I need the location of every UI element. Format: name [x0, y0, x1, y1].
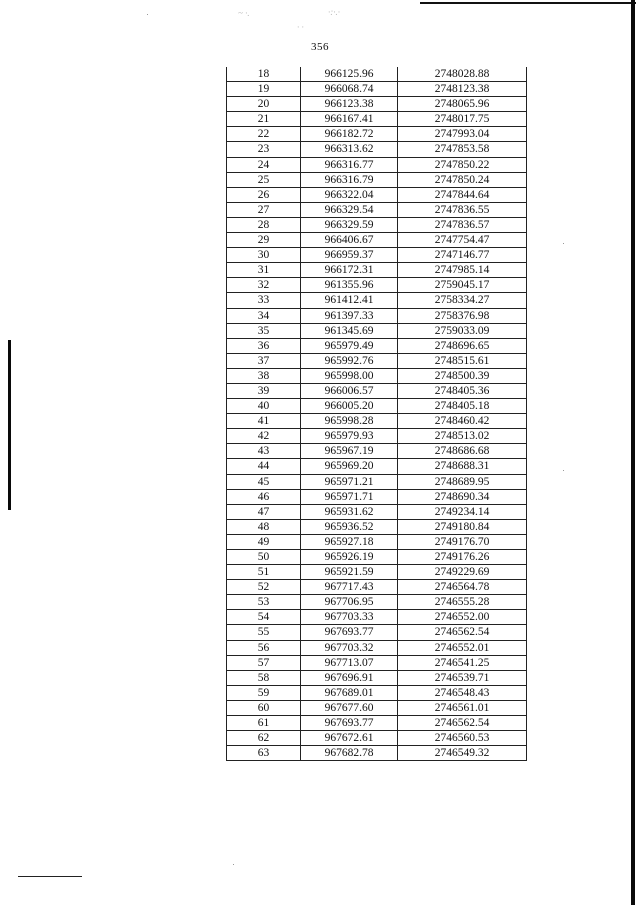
table-row [227, 670, 527, 685]
x-coordinate-cell: 965971.71 [301, 489, 398, 504]
y-coordinate-cell: 2747853.58 [398, 142, 527, 157]
y-coordinate-cell: 2749176.26 [398, 550, 527, 565]
point-number-cell: 22 [227, 127, 301, 142]
x-coordinate-cell: 967693.77 [301, 625, 398, 640]
y-coordinate-cell: 2749180.84 [398, 519, 527, 534]
y-coordinate-cell: 2759045.17 [398, 278, 527, 293]
x-coordinate-cell: 967682.78 [301, 746, 398, 761]
point-number-cell: 27 [227, 202, 301, 217]
x-coordinate-cell: 965927.18 [301, 534, 398, 549]
table-row [227, 97, 527, 112]
y-coordinate-cell: 2747754.47 [398, 233, 527, 248]
point-number-cell: 25 [227, 172, 301, 187]
x-coordinate-cell: 966172.31 [301, 263, 398, 278]
y-coordinate-cell: 2746564.78 [398, 580, 527, 595]
x-coordinate-cell: 966329.59 [301, 217, 398, 232]
table-row [227, 685, 527, 700]
point-number-cell: 51 [227, 565, 301, 580]
y-coordinate-cell: 2746548.43 [398, 685, 527, 700]
table-row [227, 414, 527, 429]
y-coordinate-cell: 2748689.95 [398, 474, 527, 489]
x-coordinate-cell: 961345.69 [301, 323, 398, 338]
y-coordinate-cell: 2746549.32 [398, 746, 527, 761]
table-row [227, 565, 527, 580]
y-coordinate-cell: 2746561.01 [398, 700, 527, 715]
y-coordinate-cell: 2747850.24 [398, 172, 527, 187]
point-number-cell: 32 [227, 278, 301, 293]
x-coordinate-cell: 967677.60 [301, 700, 398, 715]
table-row [227, 610, 527, 625]
x-coordinate-cell: 966125.96 [301, 67, 398, 82]
y-coordinate-cell: 2749234.14 [398, 504, 527, 519]
table-row [227, 368, 527, 383]
y-coordinate-cell: 2748513.02 [398, 429, 527, 444]
table-row [227, 308, 527, 323]
point-number-cell: 28 [227, 217, 301, 232]
y-coordinate-cell: 2749176.70 [398, 534, 527, 549]
y-coordinate-cell: 2748405.18 [398, 399, 527, 414]
table-row [227, 127, 527, 142]
x-coordinate-cell: 967689.01 [301, 685, 398, 700]
scan-speck [563, 243, 564, 244]
point-number-cell: 33 [227, 293, 301, 308]
point-number-cell: 58 [227, 670, 301, 685]
coordinates-table-body [227, 67, 527, 761]
point-number-cell: 37 [227, 353, 301, 368]
point-number-cell: 23 [227, 142, 301, 157]
point-number-cell: 34 [227, 308, 301, 323]
scan-smudge: · · [297, 22, 304, 32]
point-number-cell: 20 [227, 97, 301, 112]
point-number-cell: 30 [227, 248, 301, 263]
table-row [227, 248, 527, 263]
table-row [227, 429, 527, 444]
table-row [227, 746, 527, 761]
y-coordinate-cell: 2747844.64 [398, 187, 527, 202]
x-coordinate-cell: 965969.20 [301, 459, 398, 474]
x-coordinate-cell: 966329.54 [301, 202, 398, 217]
x-coordinate-cell: 961397.33 [301, 308, 398, 323]
table-row [227, 700, 527, 715]
point-number-cell: 40 [227, 399, 301, 414]
y-coordinate-cell: 2747985.14 [398, 263, 527, 278]
y-coordinate-cell: 2748696.65 [398, 338, 527, 353]
x-coordinate-cell: 966182.72 [301, 127, 398, 142]
point-number-cell: 53 [227, 595, 301, 610]
y-coordinate-cell: 2748460.42 [398, 414, 527, 429]
y-coordinate-cell: 2748515.61 [398, 353, 527, 368]
y-coordinate-cell: 2748500.39 [398, 368, 527, 383]
table-row [227, 157, 527, 172]
y-coordinate-cell: 2749229.69 [398, 565, 527, 580]
point-number-cell: 61 [227, 716, 301, 731]
point-number-cell: 46 [227, 489, 301, 504]
table-row [227, 383, 527, 398]
table-row [227, 519, 527, 534]
table-row [227, 263, 527, 278]
scan-smudge: ~ ·. [238, 8, 250, 18]
x-coordinate-cell: 966322.04 [301, 187, 398, 202]
y-coordinate-cell: 2748065.96 [398, 97, 527, 112]
table-row [227, 323, 527, 338]
top-scan-rule [420, 2, 636, 4]
x-coordinate-cell: 967706.95 [301, 595, 398, 610]
y-coordinate-cell: 2748405.36 [398, 383, 527, 398]
x-coordinate-cell: 965967.19 [301, 444, 398, 459]
y-coordinate-cell: 2747836.57 [398, 217, 527, 232]
x-coordinate-cell: 965971.21 [301, 474, 398, 489]
table-row [227, 534, 527, 549]
y-coordinate-cell: 2746562.54 [398, 716, 527, 731]
point-number-cell: 43 [227, 444, 301, 459]
point-number-cell: 62 [227, 731, 301, 746]
page-number: 356 [311, 41, 329, 53]
x-coordinate-cell: 965926.19 [301, 550, 398, 565]
table-row [227, 399, 527, 414]
point-number-cell: 18 [227, 67, 301, 82]
x-coordinate-cell: 966068.74 [301, 82, 398, 97]
point-number-cell: 59 [227, 685, 301, 700]
point-number-cell: 54 [227, 610, 301, 625]
y-coordinate-cell: 2746539.71 [398, 670, 527, 685]
table-row [227, 489, 527, 504]
table-row [227, 444, 527, 459]
x-coordinate-cell: 965931.62 [301, 504, 398, 519]
y-coordinate-cell: 2747850.22 [398, 157, 527, 172]
table-row [227, 293, 527, 308]
y-coordinate-cell: 2748123.38 [398, 82, 527, 97]
scan-edge-right [631, 0, 635, 905]
x-coordinate-cell: 965979.93 [301, 429, 398, 444]
x-coordinate-cell: 967703.33 [301, 610, 398, 625]
table-row [227, 172, 527, 187]
table-row [227, 353, 527, 368]
y-coordinate-cell: 2747836.55 [398, 202, 527, 217]
table-row [227, 655, 527, 670]
x-coordinate-cell: 965979.49 [301, 338, 398, 353]
table-row [227, 625, 527, 640]
point-number-cell: 60 [227, 700, 301, 715]
point-number-cell: 26 [227, 187, 301, 202]
table-row [227, 67, 527, 82]
x-coordinate-cell: 965998.00 [301, 368, 398, 383]
table-row [227, 142, 527, 157]
bottom-scan-rule [18, 876, 82, 877]
point-number-cell: 55 [227, 625, 301, 640]
x-coordinate-cell: 967693.77 [301, 716, 398, 731]
x-coordinate-cell: 965936.52 [301, 519, 398, 534]
point-number-cell: 50 [227, 550, 301, 565]
x-coordinate-cell: 966006.57 [301, 383, 398, 398]
point-number-cell: 29 [227, 233, 301, 248]
y-coordinate-cell: 2746552.01 [398, 640, 527, 655]
y-coordinate-cell: 2746560.53 [398, 731, 527, 746]
point-number-cell: 31 [227, 263, 301, 278]
table-row [227, 716, 527, 731]
x-coordinate-cell: 966313.62 [301, 142, 398, 157]
x-coordinate-cell: 966316.77 [301, 157, 398, 172]
y-coordinate-cell: 2748028.88 [398, 67, 527, 82]
point-number-cell: 52 [227, 580, 301, 595]
table-row [227, 459, 527, 474]
scan-speck [233, 864, 234, 865]
x-coordinate-cell: 961412.41 [301, 293, 398, 308]
point-number-cell: 41 [227, 414, 301, 429]
x-coordinate-cell: 965998.28 [301, 414, 398, 429]
table-row [227, 278, 527, 293]
x-coordinate-cell: 967696.91 [301, 670, 398, 685]
y-coordinate-cell: 2747146.77 [398, 248, 527, 263]
point-number-cell: 44 [227, 459, 301, 474]
table-row [227, 731, 527, 746]
scan-speck [147, 14, 148, 15]
point-number-cell: 63 [227, 746, 301, 761]
x-coordinate-cell: 967703.32 [301, 640, 398, 655]
point-number-cell: 45 [227, 474, 301, 489]
y-coordinate-cell: 2748688.31 [398, 459, 527, 474]
point-number-cell: 42 [227, 429, 301, 444]
table-row [227, 233, 527, 248]
table-row [227, 187, 527, 202]
table-row [227, 474, 527, 489]
table-row [227, 640, 527, 655]
y-coordinate-cell: 2758334.27 [398, 293, 527, 308]
x-coordinate-cell: 965921.59 [301, 565, 398, 580]
point-number-cell: 36 [227, 338, 301, 353]
table-row [227, 202, 527, 217]
x-coordinate-cell: 967713.07 [301, 655, 398, 670]
table-row [227, 595, 527, 610]
coordinates-table [226, 67, 527, 761]
x-coordinate-cell: 967672.61 [301, 731, 398, 746]
x-coordinate-cell: 966123.38 [301, 97, 398, 112]
point-number-cell: 39 [227, 383, 301, 398]
x-coordinate-cell: 967717.43 [301, 580, 398, 595]
table-row [227, 217, 527, 232]
x-coordinate-cell: 966167.41 [301, 112, 398, 127]
y-coordinate-cell: 2748017.75 [398, 112, 527, 127]
scan-speck [563, 470, 564, 471]
x-coordinate-cell: 961355.96 [301, 278, 398, 293]
table-row [227, 504, 527, 519]
point-number-cell: 21 [227, 112, 301, 127]
table-row [227, 112, 527, 127]
point-number-cell: 19 [227, 82, 301, 97]
point-number-cell: 56 [227, 640, 301, 655]
y-coordinate-cell: 2748690.34 [398, 489, 527, 504]
y-coordinate-cell: 2747993.04 [398, 127, 527, 142]
y-coordinate-cell: 2746555.28 [398, 595, 527, 610]
scan-edge-left [8, 340, 11, 510]
table-row [227, 550, 527, 565]
y-coordinate-cell: 2746562.54 [398, 625, 527, 640]
x-coordinate-cell: 966316.79 [301, 172, 398, 187]
point-number-cell: 35 [227, 323, 301, 338]
table-row [227, 82, 527, 97]
table-row [227, 338, 527, 353]
y-coordinate-cell: 2758376.98 [398, 308, 527, 323]
x-coordinate-cell: 965992.76 [301, 353, 398, 368]
scan-smudge: ·:·.· [328, 7, 340, 17]
x-coordinate-cell: 966959.37 [301, 248, 398, 263]
y-coordinate-cell: 2746552.00 [398, 610, 527, 625]
x-coordinate-cell: 966406.67 [301, 233, 398, 248]
point-number-cell: 24 [227, 157, 301, 172]
point-number-cell: 38 [227, 368, 301, 383]
point-number-cell: 49 [227, 534, 301, 549]
table-row [227, 580, 527, 595]
y-coordinate-cell: 2746541.25 [398, 655, 527, 670]
point-number-cell: 47 [227, 504, 301, 519]
point-number-cell: 48 [227, 519, 301, 534]
point-number-cell: 57 [227, 655, 301, 670]
x-coordinate-cell: 966005.20 [301, 399, 398, 414]
y-coordinate-cell: 2748686.68 [398, 444, 527, 459]
y-coordinate-cell: 2759033.09 [398, 323, 527, 338]
